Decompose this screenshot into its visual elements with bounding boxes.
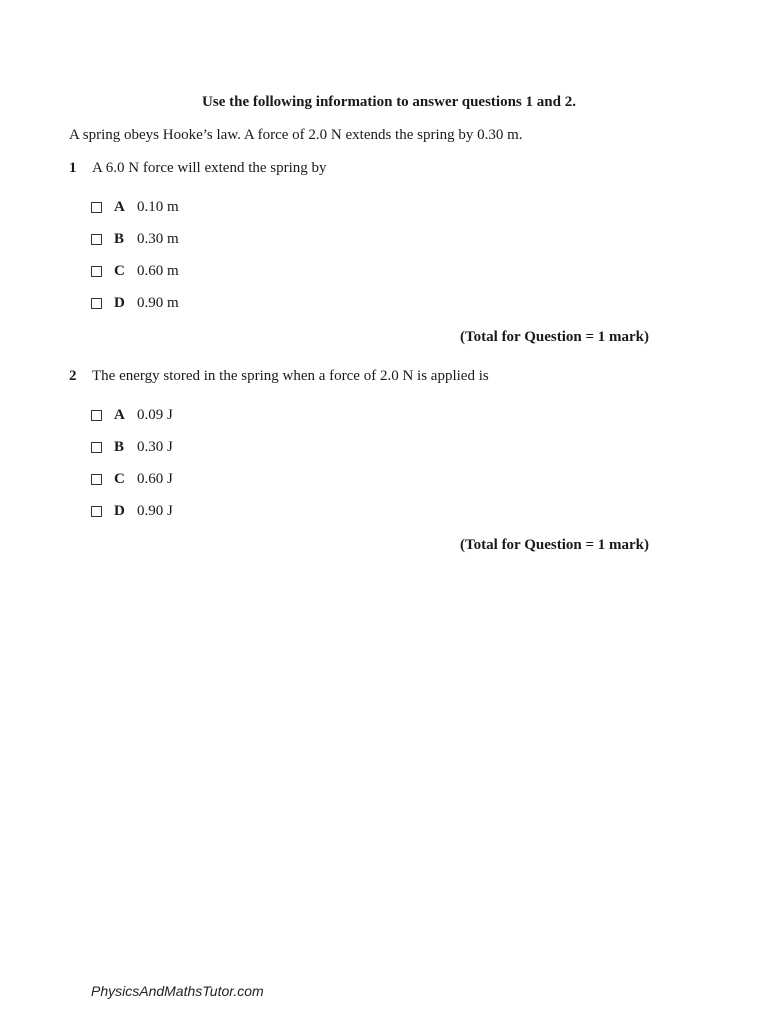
checkbox-icon[interactable]	[91, 298, 102, 309]
option-a[interactable]	[91, 191, 669, 223]
option-letter: D	[114, 502, 125, 519]
option-d[interactable]	[91, 287, 669, 319]
option-letter: B	[114, 438, 125, 455]
option-letter: B	[114, 230, 125, 247]
option-text: 0.30 m	[137, 230, 179, 247]
checkbox-icon[interactable]	[91, 474, 102, 485]
intro-text: A spring obeys Hooke’s law. A force of 2.0 N extends the spring by 0.30 m.	[69, 127, 523, 143]
option-text: 0.90 J	[137, 502, 173, 519]
section-heading: Use the following information to answer questions 1 and 2.	[202, 94, 576, 110]
option-letter: A	[114, 198, 125, 215]
option-text: 0.30 J	[137, 438, 173, 455]
question-number: 2	[69, 368, 77, 384]
option-letter: A	[114, 406, 125, 423]
option-text: 0.60 m	[137, 262, 179, 279]
option-text: 0.60 J	[137, 470, 173, 487]
question-stem	[69, 160, 669, 177]
option-letter: C	[114, 262, 125, 279]
option-b[interactable]	[91, 223, 669, 255]
option-letter: C	[114, 470, 125, 487]
checkbox-icon[interactable]	[91, 266, 102, 277]
question-text: The energy stored in the spring when a force of 2.0 N is applied is	[92, 368, 489, 384]
question-1	[69, 160, 669, 346]
option-letter: D	[114, 294, 125, 311]
option-text: 0.09 J	[137, 406, 173, 423]
option-c[interactable]	[91, 255, 669, 287]
option-a[interactable]	[91, 399, 669, 431]
question-number: 1	[69, 160, 77, 176]
question-total: (Total for Question = 1 mark)	[460, 329, 649, 345]
option-d[interactable]	[91, 495, 669, 527]
answer-options	[69, 399, 669, 527]
answer-options	[69, 191, 669, 319]
question-total: (Total for Question = 1 mark)	[460, 537, 649, 553]
question-stem	[69, 368, 669, 385]
option-text: 0.90 m	[137, 294, 179, 311]
option-text: 0.10 m	[137, 198, 179, 215]
question-2	[69, 368, 669, 554]
checkbox-icon[interactable]	[91, 506, 102, 517]
option-c[interactable]	[91, 463, 669, 495]
checkbox-icon[interactable]	[91, 202, 102, 213]
question-text: A 6.0 N force will extend the spring by	[92, 160, 327, 176]
footer-credit: PhysicsAndMathsTutor.com	[91, 983, 264, 999]
checkbox-icon[interactable]	[91, 234, 102, 245]
checkbox-icon[interactable]	[91, 442, 102, 453]
option-b[interactable]	[91, 431, 669, 463]
checkbox-icon[interactable]	[91, 410, 102, 421]
